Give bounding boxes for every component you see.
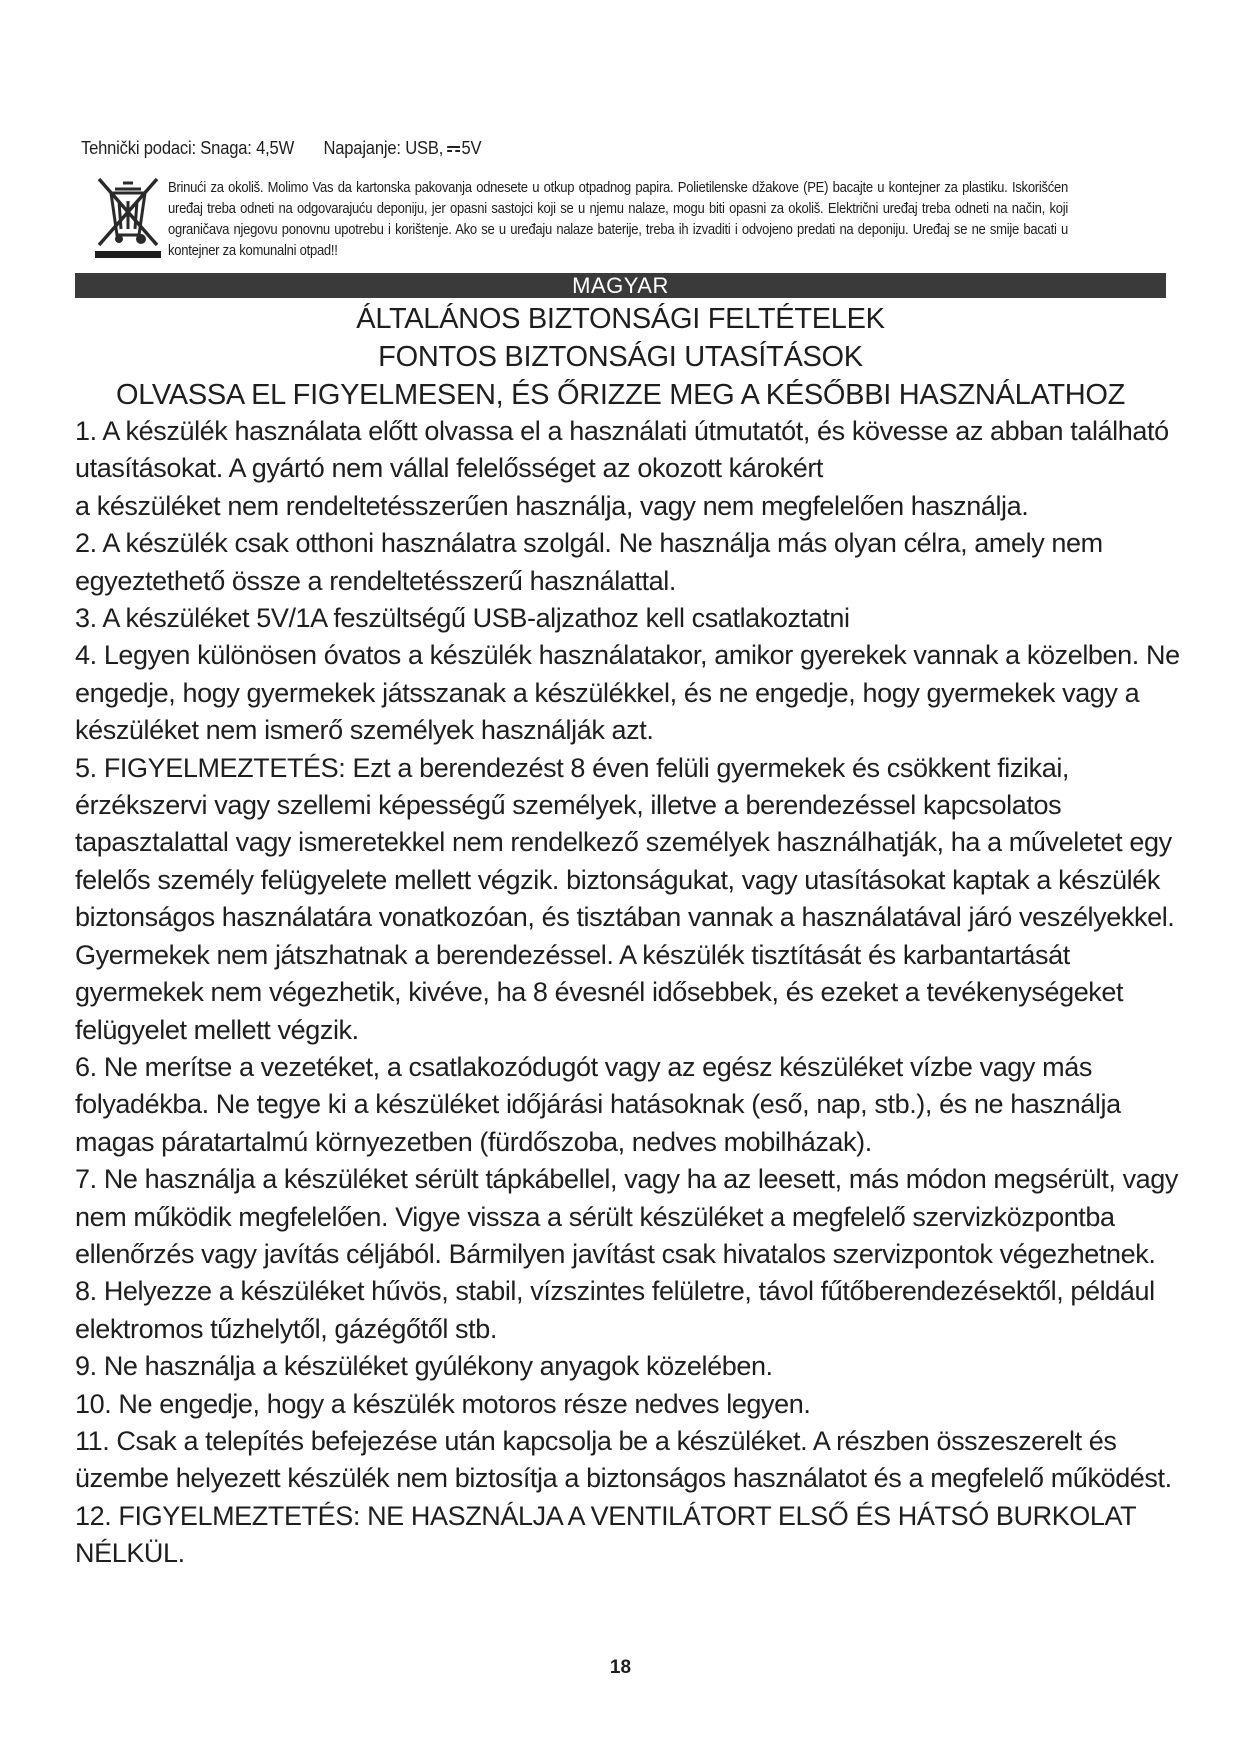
- instruction-7: 7. Ne használja a készüléket sérült tápkábellel, vagy ha az leesett, más módon megsérült, vagy nem működik megfelelően. Vigye vissza a sérült készüléket a megfelelő szervizközpontba ellenőrzés vagy javítás céljából. Bármilyen javítást csak hivatalos szervizpontok végezhetnek.: [75, 1164, 1179, 1269]
- instruction-5: 5. FIGYELMEZTETÉS: Ezt a berendezést 8 éven felüli gyermekek és csökkent fizikai, érzékszervi vagy szellemi képességű személyek, illetve a berendezéssel kapcsolatos tapasztalattal vagy ismeretekkel nem rendelkező személyek használhatják, ha a műveletet egy felelős személy felügyelete mellett végzik. biztonságukat, vagy utasításokat kaptak a készülék biztonságos használatára vonatkozóan, és tisztában vannak a használatával járó veszélyekkel. Gyermekek nem játszhatnak a berendezéssel. A készülék tisztítását és karbantartását gyermekek nem végezhetik, kivéve, ha 8 évesnél idősebbek, és ezeket a tevékenységeket felügyelet mellett végzik.: [75, 752, 1175, 1045]
- instruction-2: 2. A készülék csak otthoni használatra szolgál. Ne használja más olyan célra, amely nem egyeztethető össze a rendeltetésszerű használattal.: [75, 528, 1103, 596]
- supply-spec-suffix: 5V: [461, 138, 482, 158]
- technical-specs: [81, 138, 481, 159]
- power-spec: Tehnički podaci: Snaga: 4,5W: [81, 138, 295, 158]
- instruction-4: 4. Legyen különösen óvatos a készülék használatakor, amikor gyerekek vannak a közelben. Ne engedje, hogy gyermekek játsszanak a készülékkel, és ne engedje, hogy gyermekek vagy a készüléket nem ismerő személyek használják azt.: [75, 640, 1180, 746]
- weee-disposal-notice: Brinući za okoliš. Molimo Vas da kartonska pakovanja odnesete u otkup otpadnog papira. Polietilenske džakove (PE) bacajte u kontejner za plastiku. Iskorišćen uređaj treba odneti na odgovarajuću deponiju, jer opasni sastojci koji se u njemu nalaze, mogu biti opasni za okoliš. Električni uređaj treba odneti na način, koji ograničava njegovu ponovnu upotrebu i korištenje. Ako se u uređaju nalaze baterije, treba ih izvaditi i odvojeno predati na deponiju. Uređaj se ne smije bacati u kontejner za komunalni otpad!!: [168, 180, 1068, 259]
- crossed-out-wheeled-bin-icon: [95, 175, 161, 260]
- heading-general-safety: ÁLTALÁNOS BIZTONSÁGI FELTÉTELEK: [356, 303, 885, 335]
- instruction-6: 6. Ne merítse a vezetéket, a csatlakozódugót vagy az egész készüléket vízbe vagy más folyadékba. Ne tegye ki a készüléket időjárási hatásoknak (eső, nap, stb.), és ne használja magas páratartalmú környezetben (fürdőszoba, nedves mobilházak).: [75, 1051, 1121, 1157]
- dc-symbol-icon: [447, 144, 460, 154]
- heading-important-instructions: FONTOS BIZTONSÁGI UTASÍTÁSOK: [378, 341, 863, 373]
- instruction-11: 11. Csak a telepítés befejezése után kapcsolja be a készüléket. A részben összeszerelt és üzembe helyezett készülék nem biztosítja a biztonságos használatot és a megfelelő működést.: [75, 1425, 1172, 1494]
- instruction-1-continued: a készüléket nem rendeltetésszerűen használja, vagy nem megfelelően használja.: [75, 490, 1029, 521]
- language-section-bar: MAGYAR: [75, 273, 1166, 298]
- instruction-10: 10. Ne engedje, hogy a készülék motoros része nedves legyen.: [75, 1388, 811, 1419]
- instruction-8: 8. Helyezze a készüléket hűvös, stabil, vízszintes felületre, távol fűtőberendezésektől, például elektromos tűzhelytől, gázégőtől stb.: [75, 1276, 1155, 1344]
- instruction-9: 9. Ne használja a készüléket gyúlékony anyagok közelében.: [75, 1351, 773, 1382]
- safety-instructions-list: [75, 413, 1185, 1573]
- instruction-3: 3. A készüléket 5V/1A feszültségű USB-aljzathoz kell csatlakoztatni: [75, 603, 850, 634]
- instruction-1: 1. A készülék használata előtt olvassa el a használati útmutatót, és kövesse az abban található utasításokat. A gyártó nem vállal felelősséget az okozott károkért: [75, 416, 1169, 484]
- instruction-12: 12. FIGYELMEZTETÉS: NE HASZNÁLJA A VENTILÁTORT ELSŐ ÉS HÁTSÓ BURKOLAT NÉLKÜL.: [75, 1500, 1136, 1569]
- supply-spec-prefix: Napajanje: USB,: [323, 138, 444, 158]
- page-number: 18: [609, 1657, 632, 1678]
- heading-read-and-keep: OLVASSA EL FIGYELMESEN, ÉS ŐRIZZE MEG A KÉSŐBBI HASZNÁLATHOZ: [115, 379, 1126, 411]
